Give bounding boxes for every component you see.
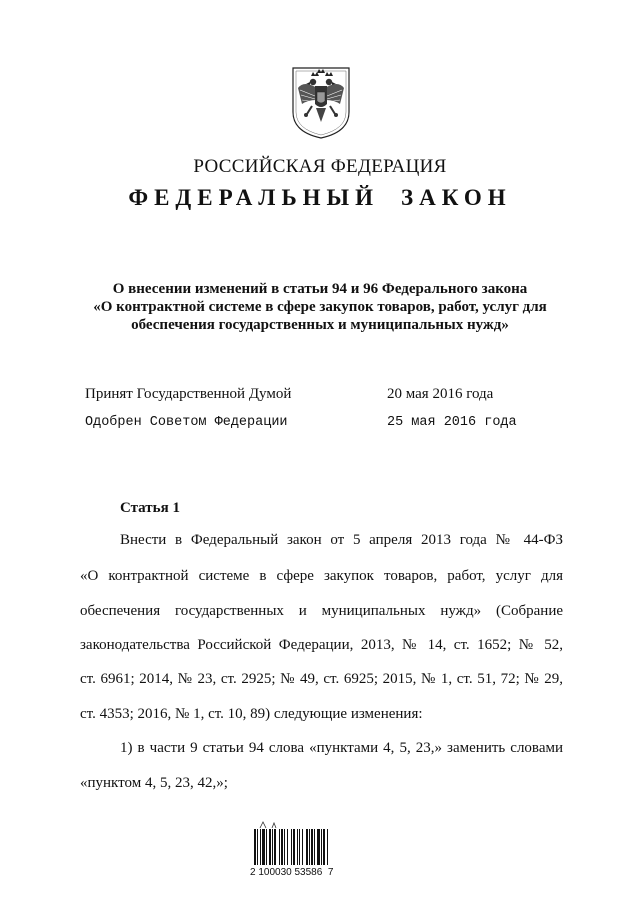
- article-1-line: обеспечения государственных и муниципальных нужд» (Собрание: [80, 603, 563, 619]
- barcode-number: 2 100030 53586 7: [250, 867, 334, 878]
- council-approval-date: 25 мая 2016 года: [387, 415, 517, 430]
- country-name: РОССИЙСКАЯ ФЕДЕРАЦИЯ: [193, 156, 447, 177]
- article-1-line: законодательства Российской Федерации, 2013, № 14, ст. 1652; № 52,: [80, 637, 563, 653]
- duma-adoption-label: Принят Государственной Думой: [85, 386, 292, 402]
- barcode-icon: [250, 821, 370, 867]
- council-approval-label: Одобрен Советом Федерации: [85, 415, 288, 430]
- article-1-line: Внести в Федеральный закон от 5 апреля 2013 года № 44-ФЗ: [120, 532, 563, 548]
- article-1-title: Статья 1: [120, 500, 180, 516]
- subject-line-2: «О контрактной системе в сфере закупок товаров, работ, услуг для: [93, 299, 547, 315]
- article-1-line: ст. 6961; 2014, № 23, ст. 2925; № 49, ст. 6925; 2015, № 1, ст. 51, 72; № 29,: [80, 671, 563, 687]
- article-1-item-1-line: 1) в части 9 статьи 94 слова «пунктами 4, 5, 23,» заменить словами: [120, 740, 563, 756]
- document-type-title: [0, 185, 640, 211]
- subject-line-3: обеспечения государственных и муниципальных нужд»: [131, 317, 509, 333]
- subject-line-1: О внесении изменений в статьи 94 и 96 Федерального закона: [112, 281, 528, 297]
- article-1-item-1-line: «пунктом 4, 5, 23, 42,»;: [80, 775, 228, 791]
- document-type-word-2: ЗАКОН: [401, 185, 512, 210]
- law-subject: [60, 280, 580, 334]
- article-1-line: «О контрактной системе в сфере закупок товаров, работ, услуг для: [80, 568, 563, 584]
- duma-adoption-date: 20 мая 2016 года: [387, 386, 494, 402]
- article-1-line: ст. 4353; 2016, № 1, ст. 10, 89) следующие изменения:: [80, 706, 423, 722]
- document-type-word-1: ФЕДЕРАЛЬНЫЙ: [128, 185, 380, 210]
- russian-coat-of-arms-icon: [290, 66, 352, 140]
